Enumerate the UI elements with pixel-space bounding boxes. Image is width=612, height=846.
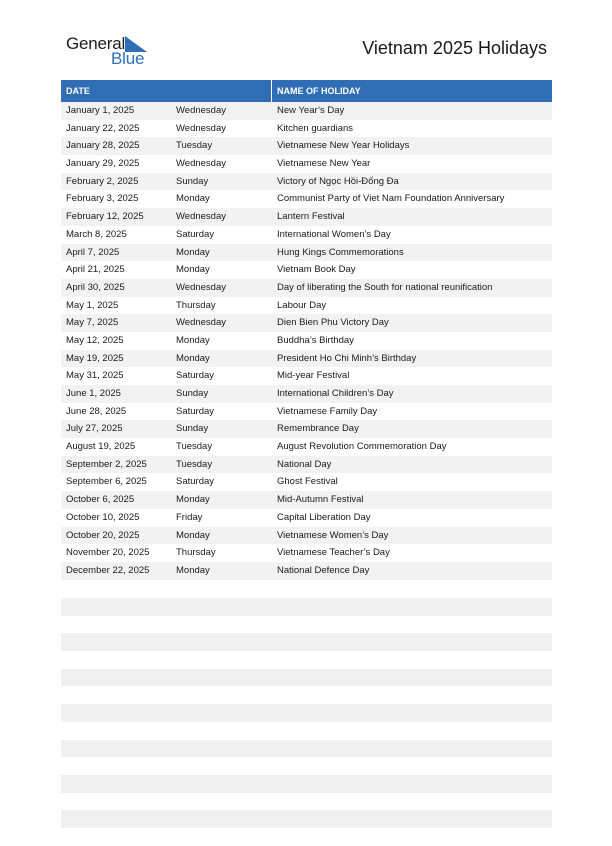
holiday-weekday: Monday xyxy=(176,564,210,576)
holiday-date: May 31, 2025 xyxy=(66,370,124,382)
table-row xyxy=(61,403,552,421)
table-row xyxy=(61,544,552,562)
holiday-name: Vietnamese Women’s Day xyxy=(277,529,389,541)
holiday-name: Vietnamese Teacher’s Day xyxy=(277,547,390,559)
holiday-name: August Revolution Commemoration Day xyxy=(277,441,447,453)
holiday-weekday: Wednesday xyxy=(176,105,226,116)
holiday-name: Buddha’s Birthday xyxy=(277,334,354,346)
holiday-name: Kitchen guardians xyxy=(277,122,354,134)
table-body xyxy=(61,102,552,580)
holiday-weekday: Thursday xyxy=(176,299,216,311)
holiday-name: Communist Party of Viet Nam Foundation Anniversary xyxy=(277,193,505,205)
holiday-weekday: Monday xyxy=(176,494,210,506)
blank-row xyxy=(61,598,552,616)
holiday-date: February 12, 2025 xyxy=(66,211,144,223)
table-row xyxy=(61,244,552,262)
holiday-name: Vietnamese Family Day xyxy=(277,405,378,417)
holiday-name: Lantern Festival xyxy=(277,211,345,223)
holiday-weekday: Sunday xyxy=(176,423,209,435)
holiday-name: Hung Kings Commemorations xyxy=(277,246,404,258)
table-row xyxy=(61,261,552,279)
holiday-weekday: Saturday xyxy=(176,476,215,488)
holiday-date: May 12, 2025 xyxy=(66,334,124,346)
holiday-date: December 22, 2025 xyxy=(66,564,150,576)
holiday-weekday: Friday xyxy=(176,511,203,523)
table-row xyxy=(61,190,552,208)
logo-word-general: General xyxy=(66,34,126,53)
holiday-weekday: Monday xyxy=(176,334,210,346)
blank-row xyxy=(61,669,552,687)
page-title: Vietnam 2025 Holidays xyxy=(362,38,547,58)
table-row xyxy=(61,208,552,226)
table-row xyxy=(61,438,552,456)
table-row xyxy=(61,297,552,315)
holiday-weekday: Wednesday xyxy=(176,122,226,134)
holiday-name: Vietnamese New Year Holidays xyxy=(277,140,410,152)
holiday-date: June 28, 2025 xyxy=(66,405,127,417)
table-row xyxy=(61,491,552,509)
holiday-name: International Children’s Day xyxy=(277,388,394,399)
holiday-date: October 10, 2025 xyxy=(66,511,140,523)
holiday-name: Vietnamese New Year xyxy=(277,158,371,170)
table-row xyxy=(61,137,552,155)
table-row xyxy=(61,332,552,350)
holiday-weekday: Thursday xyxy=(176,547,216,559)
logo xyxy=(66,34,156,70)
blank-row xyxy=(61,775,552,793)
holiday-weekday: Wednesday xyxy=(176,281,226,293)
holiday-name: Remembrance Day xyxy=(277,423,359,435)
table-row xyxy=(61,367,552,385)
holiday-date: January 22, 2025 xyxy=(66,122,140,134)
holiday-date: January 1, 2025 xyxy=(66,105,135,116)
holiday-date: January 28, 2025 xyxy=(66,140,140,152)
blank-rows xyxy=(61,598,552,846)
holiday-weekday: Tuesday xyxy=(176,441,213,453)
holiday-name: Vietnam Book Day xyxy=(277,264,356,276)
holiday-date: July 27, 2025 xyxy=(66,423,123,435)
table-row xyxy=(61,155,552,173)
holiday-name: President Ho Chi Minh’s Birthday xyxy=(277,352,417,364)
holiday-date: February 3, 2025 xyxy=(66,193,139,205)
table-row xyxy=(61,314,552,332)
holiday-name: Ghost Festival xyxy=(277,476,338,488)
holiday-weekday: Monday xyxy=(176,352,210,364)
blank-row xyxy=(61,810,552,828)
holiday-weekday: Sunday xyxy=(176,388,209,399)
logo-word-blue: Blue xyxy=(111,49,145,68)
table-row xyxy=(61,456,552,474)
holiday-name: Dien Bien Phu Victory Day xyxy=(277,317,389,329)
holiday-date: February 2, 2025 xyxy=(66,175,139,187)
holiday-date: November 20, 2025 xyxy=(66,547,150,559)
table-row xyxy=(61,120,552,138)
holiday-weekday: Monday xyxy=(176,246,210,258)
holiday-name: Capital Liberation Day xyxy=(277,511,371,523)
blank-row xyxy=(61,633,552,651)
table-row xyxy=(61,102,552,120)
holiday-date: March 8, 2025 xyxy=(66,228,127,240)
column-header-date: DATE xyxy=(61,80,271,102)
holiday-weekday: Sunday xyxy=(176,175,209,187)
holiday-name: Day of liberating the South for national reunification xyxy=(277,281,493,293)
holiday-date: May 1, 2025 xyxy=(66,299,119,311)
holiday-name: National Day xyxy=(277,458,332,470)
holiday-name: Victory of Ngọc Hồi-Đống Đa xyxy=(277,175,399,187)
table-row xyxy=(61,509,552,527)
holiday-weekday: Saturday xyxy=(176,228,215,240)
table-row xyxy=(61,420,552,438)
holiday-date: June 1, 2025 xyxy=(66,388,121,399)
holiday-date: January 29, 2025 xyxy=(66,158,140,170)
blank-row xyxy=(61,740,552,758)
holiday-name: National Defence Day xyxy=(277,564,370,576)
table-row xyxy=(61,173,552,191)
table-row xyxy=(61,473,552,491)
table-row xyxy=(61,279,552,297)
holiday-weekday: Monday xyxy=(176,264,210,276)
holiday-weekday: Wednesday xyxy=(176,211,226,223)
holiday-weekday: Saturday xyxy=(176,405,215,417)
holiday-date: April 7, 2025 xyxy=(66,246,120,258)
holiday-date: May 7, 2025 xyxy=(66,317,119,329)
table-row xyxy=(61,562,552,580)
blank-row xyxy=(61,704,552,722)
holiday-date: April 30, 2025 xyxy=(66,281,125,293)
holiday-name: Mid-year Festival xyxy=(277,370,350,382)
table-row xyxy=(61,226,552,244)
holiday-name: New Year’s Day xyxy=(277,105,345,116)
table-row xyxy=(61,527,552,545)
holiday-name: Labour Day xyxy=(277,299,327,311)
holiday-weekday: Monday xyxy=(176,529,210,541)
holiday-date: October 20, 2025 xyxy=(66,529,140,541)
holiday-weekday: Monday xyxy=(176,193,210,205)
table-row xyxy=(61,350,552,368)
holiday-weekday: Wednesday xyxy=(176,158,226,170)
holiday-table xyxy=(61,80,552,580)
holiday-date: April 21, 2025 xyxy=(66,264,125,276)
holiday-date: September 6, 2025 xyxy=(66,476,147,488)
holiday-weekday: Saturday xyxy=(176,370,215,382)
column-header-name: NAME OF HOLIDAY xyxy=(271,80,552,102)
table-row xyxy=(61,385,552,403)
holiday-name: International Women’s Day xyxy=(277,228,391,240)
holiday-weekday: Tuesday xyxy=(176,140,213,152)
holiday-date: August 19, 2025 xyxy=(66,441,136,453)
holiday-weekday: Tuesday xyxy=(176,458,213,470)
holiday-date: October 6, 2025 xyxy=(66,494,135,506)
holiday-weekday: Wednesday xyxy=(176,317,226,329)
holiday-date: May 19, 2025 xyxy=(66,352,124,364)
holiday-name: Mid-Autumn Festival xyxy=(277,494,364,506)
table-header xyxy=(61,80,552,102)
holiday-date: September 2, 2025 xyxy=(66,458,147,470)
